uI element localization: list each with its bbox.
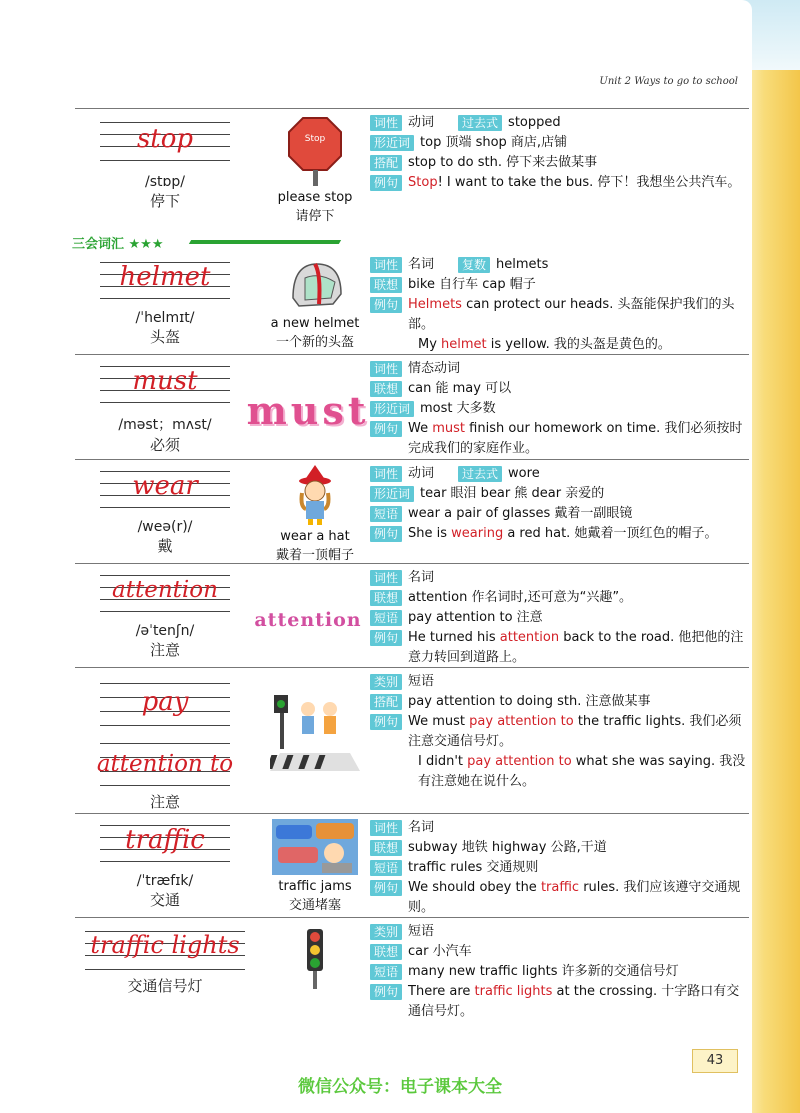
word-must: must [132,366,198,396]
tag-label: 例句 [370,984,402,1000]
word-traffic: traffic [125,825,205,855]
definition-text: pay attention to doing sth. 注意做某事 [408,694,651,709]
tag-label: 搭配 [370,694,402,710]
must-art-icon: must [246,388,370,433]
definition-text: most 大多数 [420,401,496,416]
traffic-light-icon [295,927,335,991]
tag-label: 词性 [370,820,402,836]
tag-label: 短语 [370,860,402,876]
definition-text: Helmets can protect our heads. 头盔能保护我们的头部。 [408,297,735,332]
definition-text: can 能 may 可以 [408,381,512,396]
tag-label: 过去式 [458,466,502,482]
definition-text: 动词 [408,115,435,130]
tag-label: 类别 [370,674,402,690]
tag-label: 例句 [370,714,402,730]
definition-text: tear 眼泪 bear 熊 dear 亲爱的 [420,486,605,501]
tag-label: 例句 [370,421,402,437]
definition-text: I didn't pay attention to what she was saying. 我没有注意她在说什么。 [418,754,746,789]
definition-text: bike 自行车 cap 帽子 [408,277,536,292]
definition-text: We must pay attention to the traffic lights. 我们必须注意交通信号灯。 [408,714,742,749]
tag-label: 形近词 [370,135,414,151]
stop-sign-icon [285,116,345,186]
tag-label: 例句 [370,175,402,191]
divider [75,459,749,460]
tag-label: 联想 [370,944,402,960]
definition-text: car 小汽车 [408,944,472,959]
section-bar [189,240,341,244]
tag-label: 过去式 [458,115,502,131]
tag-label: 例句 [370,526,402,542]
caption-cn: 请停下 [295,209,335,224]
word-traffic-lights: traffic lights [90,931,240,959]
definition-text: attention 作名词时,还可意为“兴趣”。 [408,590,633,605]
definition-text: 名词 [408,570,435,585]
definition-text: 名词 [408,257,435,272]
tag-label: 联想 [370,840,402,856]
word-attention-to: attention to [96,751,234,777]
definition-text: He turned his attention back to the road. 他把他的注意力转回到道路上。 [408,630,744,665]
definition-text: 情态动词 [408,361,461,376]
tag-label: 联想 [370,590,402,606]
definition-text: top 顶端 shop 商店,店铺 [420,135,568,150]
definition-text: many new traffic lights 许多新的交通信号灯 [408,964,679,979]
tag-label: 词性 [370,466,402,482]
divider [75,108,749,109]
tag-label: 形近词 [370,401,414,417]
word-pay: pay [141,687,189,717]
tag-label: 词性 [370,115,402,131]
tag-label: 词性 [370,257,402,273]
tag-label: 例句 [370,880,402,896]
definition-text: 短语 [408,924,435,939]
tag-label: 复数 [458,257,490,273]
divider [75,813,749,814]
footer-watermark: 微信公众号：电子课本大全 [298,1077,502,1097]
tag-label: 短语 [370,506,402,522]
definition-text: wear a pair of glasses 戴着一副眼镜 [408,506,633,521]
definition-text: helmets [496,257,549,272]
crosswalk-kids-icon [270,693,360,773]
tag-label: 词性 [370,361,402,377]
definition-text: stopped [508,115,561,130]
girl-with-hat-icon [290,463,340,525]
caption-en: please stop [277,190,353,205]
tag-label: 短语 [370,610,402,626]
definition-text: My helmet is yellow. 我的头盔是黄色的。 [418,337,671,352]
word-attention: attention [112,577,218,603]
definition-text: wore [508,466,540,481]
definition-text: 短语 [408,674,435,689]
definition-text: subway 地铁 highway 公路,干道 [408,840,607,855]
definition-text: Stop! I want to take the bus. 停下！我想坐公共汽车。 [408,175,741,190]
tag-label: 例句 [370,630,402,646]
tag-label: 联想 [370,381,402,397]
definition-text: traffic rules 交通规则 [408,860,539,875]
section-label: 三会词汇 ★★★ [72,237,164,252]
tag-label: 类别 [370,924,402,940]
definition-text: She is wearing a red hat. 她戴着一顶红色的帽子。 [408,526,718,541]
traffic-jam-icon [272,819,358,875]
phonetic: /stɒp/ [145,174,185,190]
divider [75,563,749,564]
attention-art-icon: attention [254,609,362,631]
sign-text: Stop [304,134,326,144]
tag-label: 短语 [370,964,402,980]
definition-text: stop to do sth. 停下来去做某事 [408,155,598,170]
definition-text: We should obey the traffic rules. 我们应该遵守交通规则。 [408,880,741,915]
definition-text: There are traffic lights at the crossing. 十字路口有交通信号灯。 [408,984,740,1019]
word-helmet: helmet [119,262,211,292]
page-number: 43 [692,1049,738,1073]
meaning: 停下 [149,192,180,210]
definition-text: We must finish our homework on time. 我们必须按时完成我们的家庭作业。 [408,421,743,456]
word-wear: wear [132,471,198,501]
tag-label: 搭配 [370,155,402,171]
definition-text: 名词 [408,820,435,835]
tag-label: 例句 [370,297,402,313]
unit-header: Unit 2 Ways to go to school [599,76,738,87]
definition-text: pay attention to 注意 [408,610,543,625]
tag-label: 形近词 [370,486,414,502]
definition-text: 动词 [408,466,435,481]
tag-label: 词性 [370,570,402,586]
helmet-icon [285,258,345,312]
word-stop: stop [136,124,194,154]
tag-label: 联想 [370,277,402,293]
